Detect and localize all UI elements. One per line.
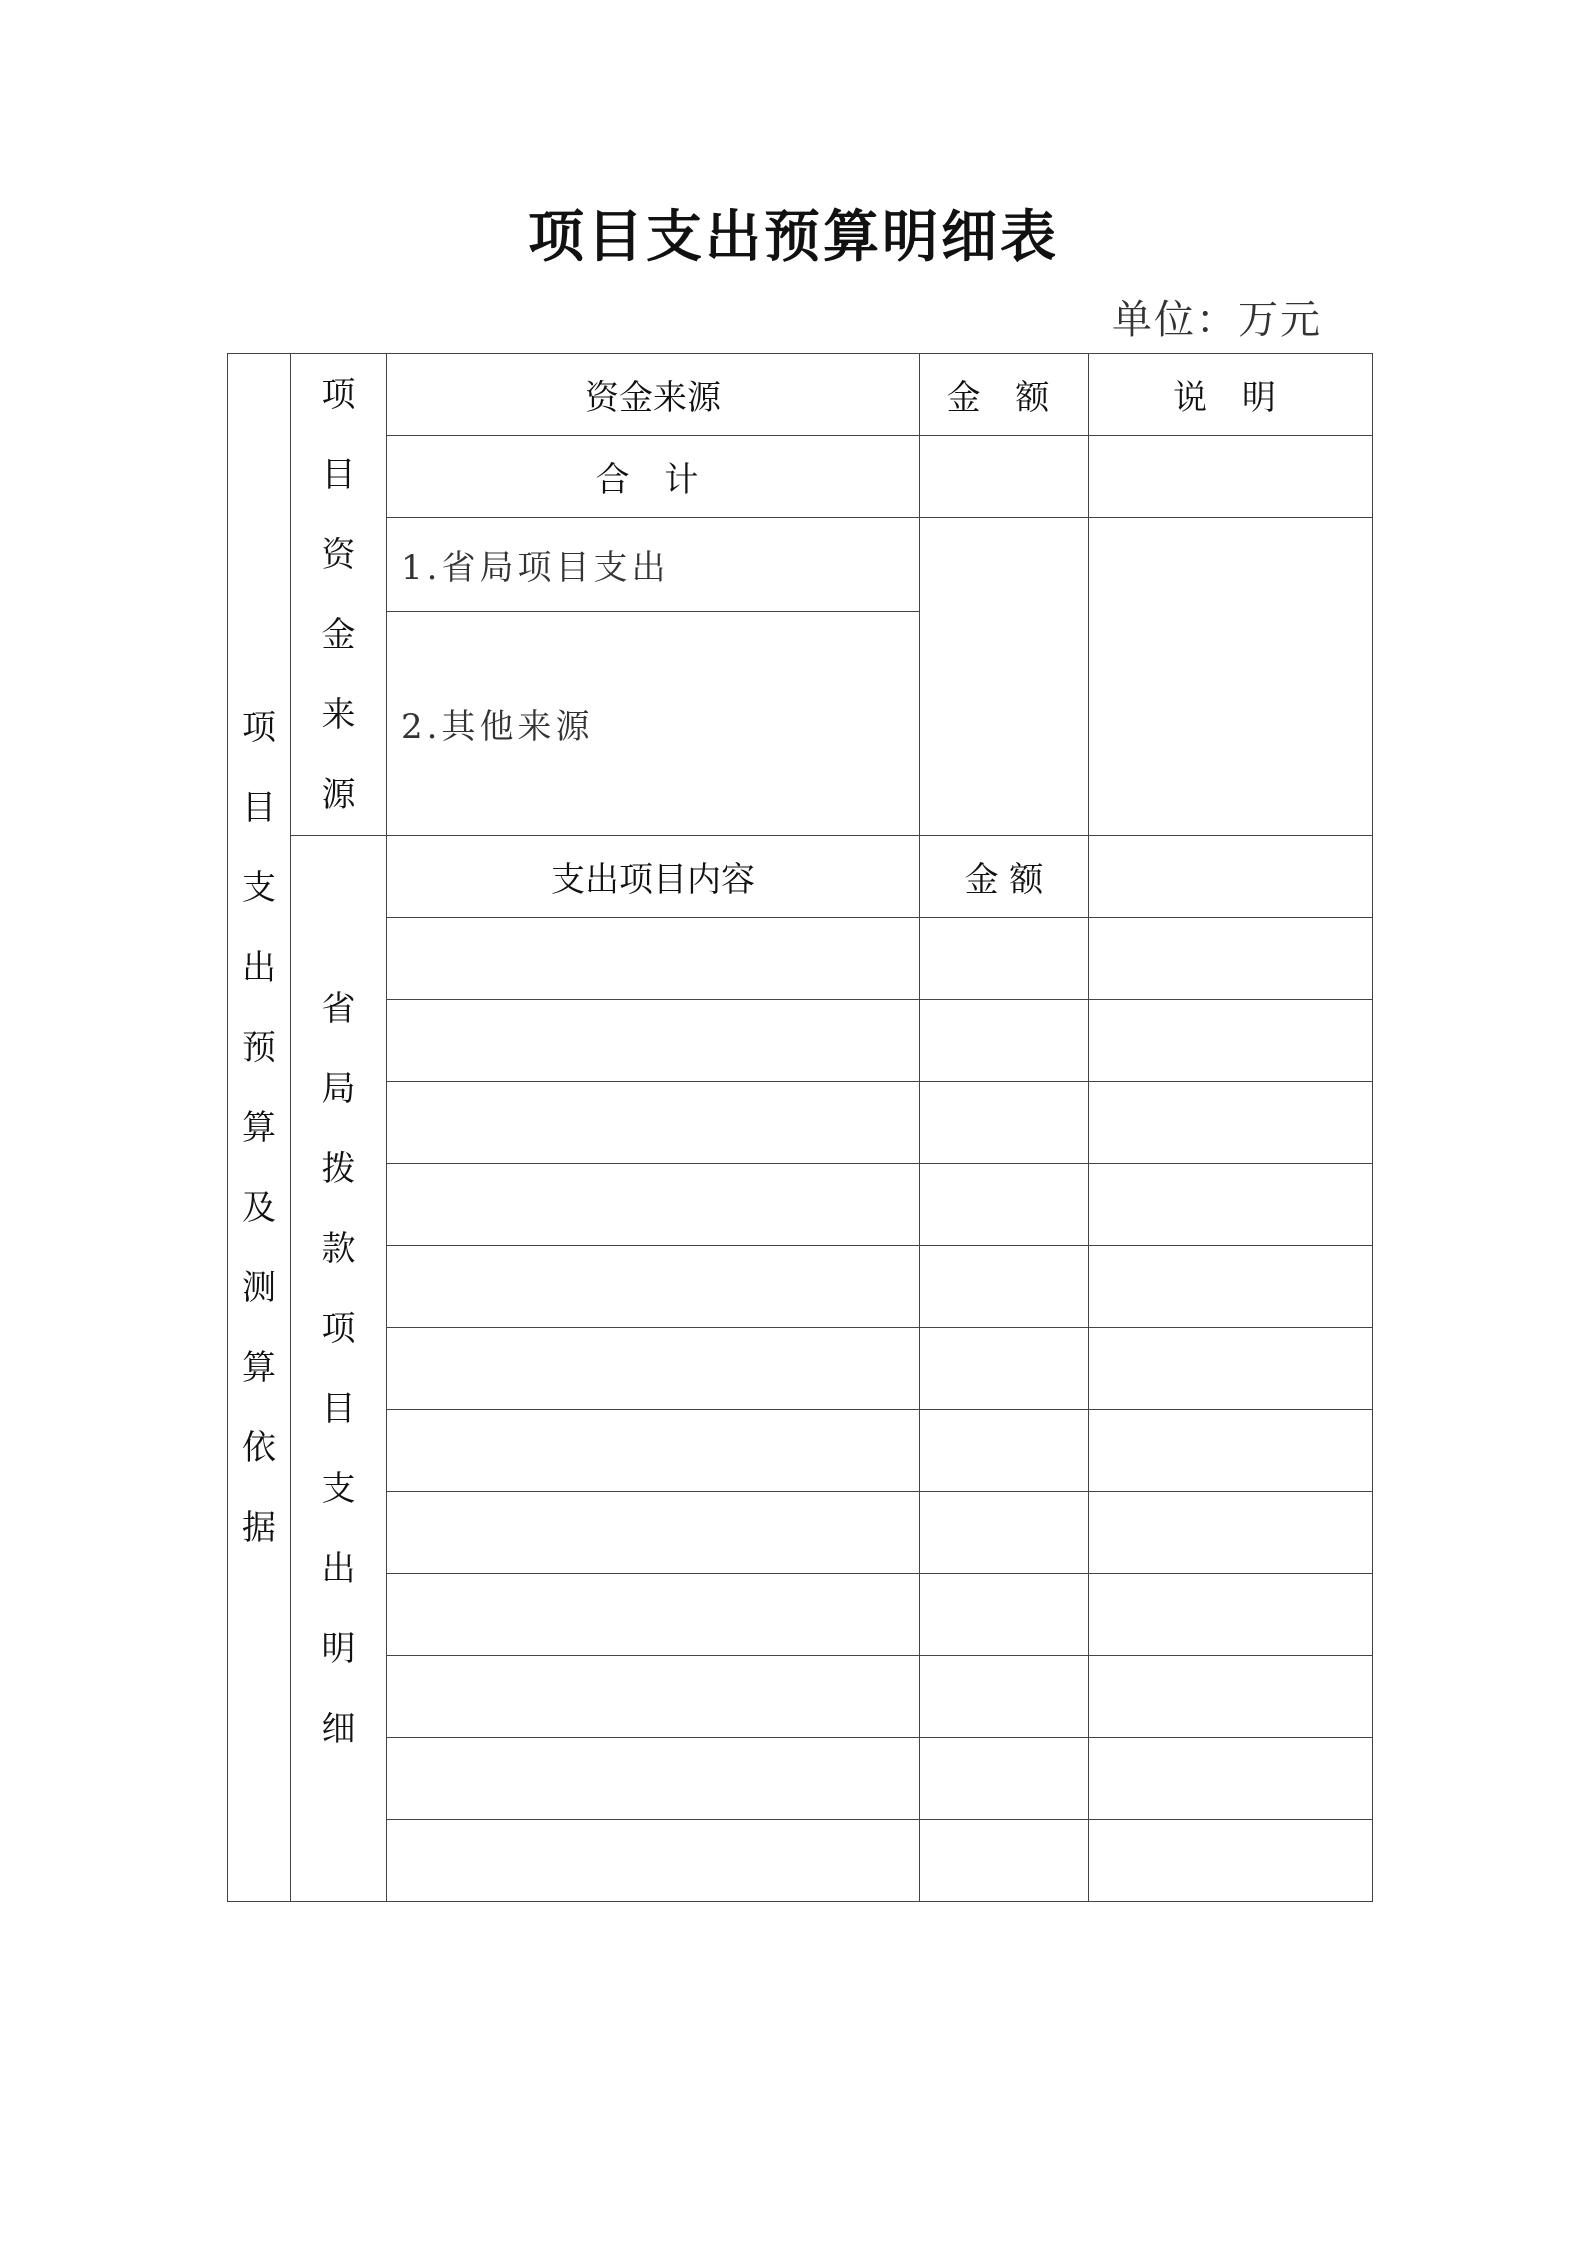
source-header: 资金来源 bbox=[387, 354, 920, 436]
expense-header-row bbox=[228, 836, 1373, 918]
expense-row bbox=[228, 1656, 1373, 1738]
expense-row bbox=[228, 918, 1373, 1000]
outer-label-char: 预 bbox=[242, 1027, 276, 1068]
expense-content-cell bbox=[387, 1164, 920, 1246]
funding-label-char: 项 bbox=[321, 374, 356, 415]
expense-row bbox=[228, 1000, 1373, 1082]
expense-label-char: 出 bbox=[321, 1548, 356, 1589]
expense-row bbox=[228, 1492, 1373, 1574]
expense-note-cell bbox=[1089, 1328, 1373, 1410]
expense-note-cell bbox=[1089, 1410, 1373, 1492]
expense-row bbox=[228, 1246, 1373, 1328]
budget-table bbox=[227, 353, 1373, 1902]
expense-label-char: 项 bbox=[321, 1308, 356, 1349]
expense-note-cell bbox=[1089, 1574, 1373, 1656]
expense-row bbox=[228, 1082, 1373, 1164]
expense-amount-cell bbox=[920, 918, 1089, 1000]
expense-note-cell bbox=[1089, 1082, 1373, 1164]
expense-row bbox=[228, 1738, 1373, 1820]
expense-content-cell bbox=[387, 1738, 920, 1820]
total-row bbox=[228, 436, 1373, 518]
funding-label-char: 来 bbox=[321, 694, 356, 735]
total-amount-cell bbox=[920, 436, 1089, 518]
expense-label-char: 省 bbox=[321, 988, 356, 1029]
expense-label-char: 明 bbox=[321, 1628, 356, 1669]
expense-amount-cell bbox=[920, 1656, 1089, 1738]
expense-amount-cell bbox=[920, 1164, 1089, 1246]
expense-amount-cell bbox=[920, 1328, 1089, 1410]
expense-note-cell bbox=[1089, 1656, 1373, 1738]
expense-content-cell bbox=[387, 1082, 920, 1164]
expense-content-cell bbox=[387, 1410, 920, 1492]
expense-content-cell bbox=[387, 1000, 920, 1082]
expense-note-header-cell bbox=[1089, 836, 1373, 918]
expense-label-char: 拨 bbox=[321, 1148, 356, 1189]
expense-label-char: 局 bbox=[321, 1068, 356, 1109]
expense-note-cell bbox=[1089, 1164, 1373, 1246]
outer-label-char: 出 bbox=[242, 947, 276, 988]
unit-label: 单位：万元 bbox=[1112, 297, 1322, 343]
expense-note-cell bbox=[1089, 1820, 1373, 1902]
expense-label-char: 支 bbox=[321, 1468, 356, 1509]
expense-amount-cell bbox=[920, 1492, 1089, 1574]
outer-label-char: 依 bbox=[242, 1427, 276, 1468]
expense-amount-cell bbox=[920, 1574, 1089, 1656]
expense-row bbox=[228, 1574, 1373, 1656]
funding-label-char: 源 bbox=[321, 774, 356, 815]
page-title: 项目支出预算明细表 bbox=[528, 205, 1059, 270]
expense-content-cell bbox=[387, 1820, 920, 1902]
expense-section-label bbox=[291, 969, 386, 1769]
expense-note-cell bbox=[1089, 1492, 1373, 1574]
expense-content-cell bbox=[387, 1574, 920, 1656]
outer-label-char: 据 bbox=[242, 1507, 276, 1548]
expense-label-cell bbox=[291, 836, 387, 1902]
expense-amount-cell bbox=[920, 1246, 1089, 1328]
total-note-cell bbox=[1089, 436, 1373, 518]
funding-label-char: 目 bbox=[321, 454, 356, 495]
outer-label-char: 及 bbox=[242, 1187, 276, 1228]
amount-header: 金 额 bbox=[920, 354, 1089, 436]
outer-label-cell bbox=[228, 354, 291, 1902]
outer-label-char: 算 bbox=[242, 1107, 276, 1148]
funding-label-cell bbox=[291, 354, 387, 836]
expense-content-cell bbox=[387, 918, 920, 1000]
content-header: 支出项目内容 bbox=[387, 836, 920, 918]
outer-label bbox=[228, 688, 290, 1568]
funding-label-char: 资 bbox=[321, 534, 356, 575]
expense-amount-header: 金 额 bbox=[920, 836, 1089, 918]
outer-label-char: 算 bbox=[242, 1347, 276, 1388]
source-note-cell bbox=[1089, 518, 1373, 836]
funding-header-row bbox=[228, 354, 1373, 436]
expense-row bbox=[228, 1410, 1373, 1492]
expense-note-cell bbox=[1089, 918, 1373, 1000]
source-amount-cell bbox=[920, 518, 1089, 836]
expense-amount-cell bbox=[920, 1820, 1089, 1902]
source-label: 1.省局项目支出 bbox=[387, 518, 920, 612]
expense-amount-cell bbox=[920, 1738, 1089, 1820]
expense-content-cell bbox=[387, 1328, 920, 1410]
outer-label-char: 支 bbox=[242, 867, 276, 908]
expense-label-char: 款 bbox=[321, 1228, 356, 1269]
expense-label-char: 细 bbox=[321, 1708, 356, 1749]
expense-amount-cell bbox=[920, 1410, 1089, 1492]
source-row bbox=[228, 518, 1373, 612]
expense-content-cell bbox=[387, 1656, 920, 1738]
total-label: 合 计 bbox=[387, 436, 920, 518]
expense-row bbox=[228, 1328, 1373, 1410]
expense-row bbox=[228, 1820, 1373, 1902]
funding-label-char: 金 bbox=[321, 614, 356, 655]
expense-note-cell bbox=[1089, 1000, 1373, 1082]
expense-row bbox=[228, 1164, 1373, 1246]
expense-content-cell bbox=[387, 1492, 920, 1574]
outer-label-char: 目 bbox=[242, 787, 276, 828]
expense-note-cell bbox=[1089, 1738, 1373, 1820]
source-label: 2.其他来源 bbox=[387, 612, 920, 836]
expense-note-cell bbox=[1089, 1246, 1373, 1328]
expense-label-char: 目 bbox=[321, 1388, 356, 1429]
funding-section-label bbox=[291, 355, 386, 835]
note-header: 说 明 bbox=[1089, 354, 1373, 436]
outer-label-char: 测 bbox=[242, 1267, 276, 1308]
expense-amount-cell bbox=[920, 1000, 1089, 1082]
expense-content-cell bbox=[387, 1246, 920, 1328]
expense-amount-cell bbox=[920, 1082, 1089, 1164]
outer-label-char: 项 bbox=[242, 707, 276, 748]
